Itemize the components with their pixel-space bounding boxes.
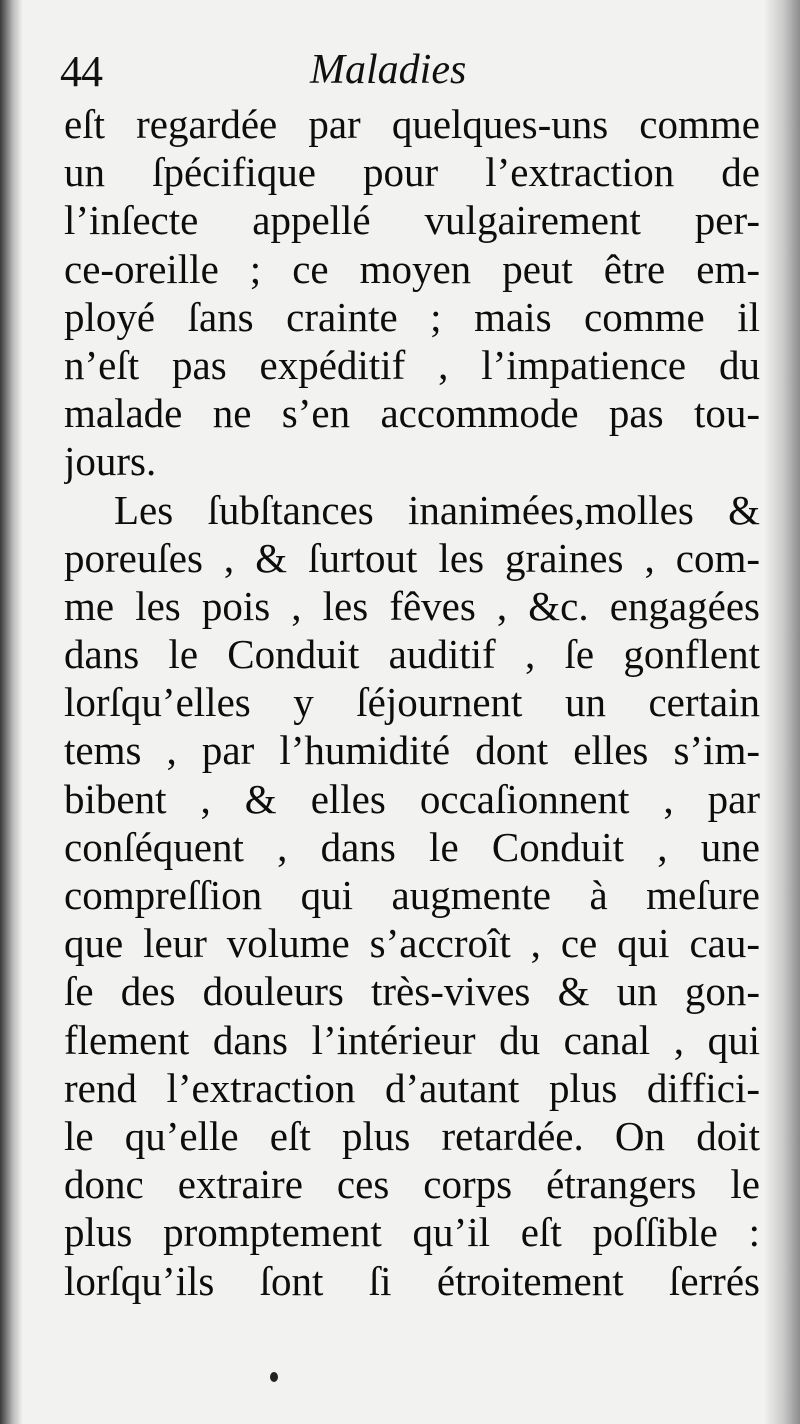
text-line: ce-oreille ; ce moyen peut être em- [64, 245, 760, 292]
paragraph-start-line: Les ſubſtances inanimées,molles & [114, 486, 760, 533]
page-header [60, 46, 760, 106]
text-line: bibent , & elles occaſionnent , par [64, 775, 760, 822]
text-line: un ſpécifique pour l’extraction de [64, 149, 760, 196]
text-line: lorſqu’ils ſont ſi étroitement ſerrés [64, 1257, 760, 1304]
text-line: malade ne s’en accommode pas tou- [64, 390, 760, 437]
printer-mark [270, 1372, 278, 1382]
text-line: donc extraire ces corps étrangers le [64, 1161, 760, 1208]
text-line: n’eſt pas expéditif , l’impatience du [64, 341, 760, 388]
gutter-shadow [0, 0, 22, 1424]
text-line: eſt regardée par quelques-uns comme [64, 101, 760, 147]
text-line: compreſſion qui augmente à meſure [64, 872, 760, 918]
text-line: rend l’extraction d’autant plus diffici- [64, 1064, 760, 1111]
text-line: dans le Conduit auditif , ſe gonflent [64, 631, 760, 678]
page-number: 44 [60, 47, 102, 96]
text-line: ſe des douleurs très-vives & un gon- [64, 968, 760, 1015]
text-line: me les pois , les fêves , &c. engagées [64, 582, 760, 629]
text-line: poreuſes , & ſurtout les graines , com- [64, 534, 760, 581]
text-line: lorſqu’elles y ſéjournent un certain [64, 679, 760, 726]
text-line: flement dans l’intérieur du canal , qui [64, 1016, 760, 1063]
text-line: tems , par l’humidité dont elles s’im- [64, 727, 760, 774]
text-line: que leur volume s’accroît , ce qui cau- [64, 920, 760, 967]
text-line: plus promptement qu’il eſt poſſible : [64, 1209, 760, 1256]
page-edge [764, 0, 800, 1424]
text-line: conſéquent , dans le Conduit , une [64, 823, 760, 870]
text-line: le qu’elle eſt plus retardée. On doit [64, 1112, 760, 1159]
running-head: Maladies [310, 47, 467, 93]
text-line: ployé ſans crainte ; mais comme il [64, 293, 760, 340]
body-text [64, 100, 760, 1305]
text-line: l’inſecte appellé vulgairement per- [64, 197, 760, 244]
text-line: jours. [64, 438, 157, 485]
